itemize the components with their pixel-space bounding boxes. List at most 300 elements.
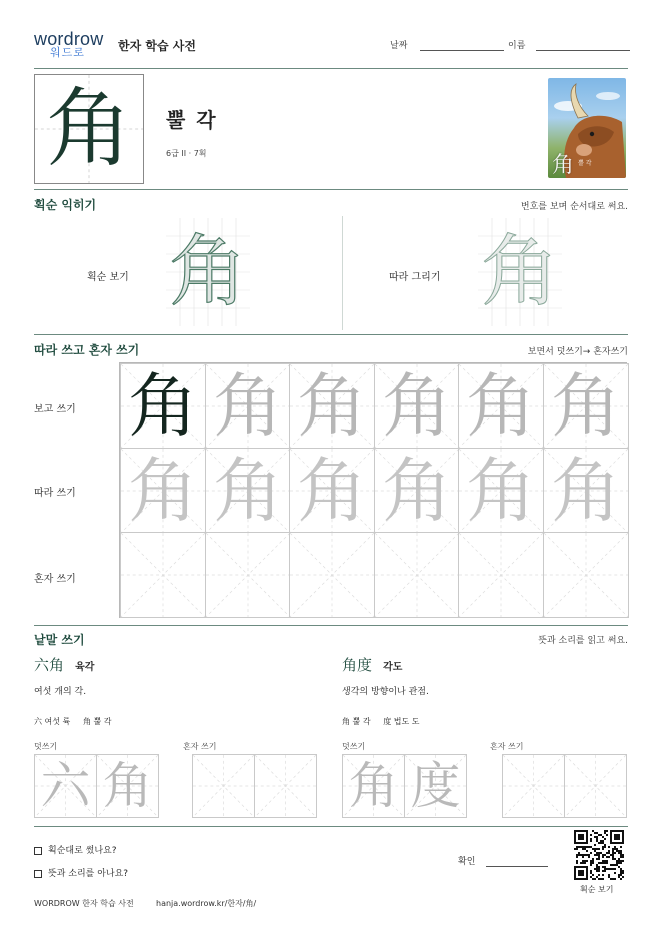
qr-module [596, 852, 598, 854]
qr-module [594, 878, 596, 880]
qr-module [604, 870, 606, 872]
qr-module [588, 856, 590, 858]
qr-module [622, 872, 624, 874]
qr-module [612, 864, 614, 866]
qr-module [614, 872, 616, 874]
qr-module [584, 848, 586, 850]
qr-module [588, 854, 590, 856]
qr-module [618, 858, 620, 860]
qr-module [586, 860, 588, 862]
qr-module [606, 834, 608, 836]
qr-module [602, 878, 604, 880]
logo [34, 30, 114, 64]
qr-module [612, 868, 614, 870]
qr-module [610, 878, 612, 880]
qr-module [600, 852, 602, 854]
word-1-hanja: 六角 [34, 656, 65, 674]
qr-module [614, 864, 616, 866]
qr-module [590, 870, 592, 872]
cell-character: 角 [466, 365, 536, 447]
cell-character: 角 [551, 450, 621, 532]
header-divider [34, 68, 628, 69]
qr-module [592, 848, 594, 850]
ox-caption-char: 角 [552, 153, 575, 178]
hero-character: 角 [46, 79, 132, 179]
qr-module [598, 854, 600, 856]
qr-module [612, 854, 614, 856]
qr-module [578, 854, 580, 856]
qr-module [620, 856, 622, 858]
checkbox-stroke-order[interactable] [34, 847, 42, 855]
qr-module [602, 860, 604, 862]
qr-module [608, 846, 610, 848]
qr-module [576, 862, 578, 864]
qr-module [602, 846, 604, 848]
cell-character: 角 [102, 757, 153, 815]
cell-guide-lines [544, 533, 628, 617]
qr-module [596, 866, 598, 868]
practice-cell-r1-c3[interactable] [289, 363, 375, 449]
qr-module [620, 850, 622, 852]
stroke-trace-character: 角 [480, 227, 559, 317]
confirm-field[interactable] [458, 854, 548, 867]
logo-wordmark: wordrow [34, 29, 104, 49]
check-item-stroke-order[interactable] [34, 843, 117, 856]
qr-module [586, 850, 588, 852]
practice-cell-r2-c5[interactable] [458, 448, 544, 534]
qr-module [614, 858, 616, 860]
qr-module [598, 858, 600, 860]
logo-korean: 워드로 [50, 46, 85, 59]
qr-module [598, 868, 600, 870]
practice-cell-r1-c5[interactable] [458, 363, 544, 449]
practice-cell-r3-c6[interactable] [543, 532, 629, 618]
ox-caption-word: 뿔 각 [578, 160, 592, 167]
qr-module [590, 838, 592, 840]
qr-module [588, 846, 590, 848]
qr-module [606, 868, 608, 870]
qr-module [582, 862, 584, 864]
qr-module [606, 830, 608, 832]
qr-module [598, 878, 600, 880]
qr-module [580, 854, 582, 856]
qr-module [602, 840, 604, 842]
check-meaning-label: 뜻과 소리를 아나요? [48, 869, 129, 879]
qr-module [602, 874, 604, 876]
qr-module [580, 846, 582, 848]
qr-module [606, 856, 608, 858]
cell-character: 角 [348, 757, 399, 815]
qr-module [594, 868, 596, 870]
qr-module [598, 834, 600, 836]
hero-meta: 6급 II · 7획 [166, 149, 207, 158]
word-2-trace-cell-1[interactable] [342, 754, 405, 818]
word-1-trace-cell-1[interactable] [34, 754, 97, 818]
qr-module [620, 872, 622, 874]
qr-module [574, 848, 576, 850]
qr-module [622, 860, 624, 862]
name-line[interactable] [536, 50, 630, 51]
qr-module [598, 866, 600, 868]
cell-guide-lines [290, 533, 374, 617]
qr-module [598, 848, 600, 850]
qr-module [604, 866, 606, 868]
date-field[interactable] [390, 38, 504, 51]
cell-character: 度 [410, 757, 461, 815]
qr-module [592, 874, 594, 876]
qr-module [576, 860, 578, 862]
qr-module [614, 846, 616, 848]
qr-module [600, 834, 602, 836]
qr-module [594, 832, 596, 834]
qr-module [598, 856, 600, 858]
cell-guide-lines [503, 755, 564, 817]
cell-character: 角 [297, 365, 367, 447]
qr-module [584, 854, 586, 856]
cell-character: 角 [213, 365, 283, 447]
practice-cell-r1-c2[interactable] [205, 363, 291, 449]
footer-url[interactable]: hanja.wordrow.kr/한자/角/ [156, 899, 257, 908]
qr-module [606, 860, 608, 862]
cell-character: 角 [128, 365, 198, 447]
qr-module [618, 866, 620, 868]
qr-module [594, 854, 596, 856]
qr-module [592, 830, 594, 832]
qr-module [600, 840, 602, 842]
qr-module [612, 852, 614, 854]
checkbox-meaning[interactable] [34, 870, 42, 878]
qr-module [610, 854, 612, 856]
word-2-trace-cell-2[interactable] [404, 754, 467, 818]
qr-module [584, 860, 586, 862]
qr-module [596, 864, 598, 866]
footer-brand: WORDROW 한자 학습 사전 [34, 899, 134, 908]
date-line[interactable] [420, 50, 504, 51]
cell-character: 角 [551, 365, 621, 447]
qr-module [622, 854, 624, 856]
word-2-solo-label: 혼자 쓰기 [490, 742, 524, 751]
qr-module [604, 846, 606, 848]
qr-module [596, 840, 598, 842]
practice-section-divider [34, 625, 628, 626]
qr-module [596, 858, 598, 860]
qr-module [600, 878, 602, 880]
practice-cell-r2-c6[interactable] [543, 448, 629, 534]
qr-module [620, 860, 622, 862]
practice-cell-r3-c2[interactable] [205, 532, 291, 618]
qr-module [602, 848, 604, 850]
word-1-solo-cell-1[interactable] [192, 754, 255, 818]
cell-guide-lines [206, 533, 290, 617]
qr-module [578, 846, 580, 848]
qr-module [604, 868, 606, 870]
qr-module [578, 870, 584, 876]
cell-character: 角 [128, 450, 198, 532]
qr-module [618, 876, 620, 878]
practice-cell-r1-c4[interactable] [374, 363, 460, 449]
cell-character: 六 [40, 757, 91, 815]
qr-module [590, 876, 592, 878]
qr-module [620, 846, 622, 848]
cell-character: 角 [213, 450, 283, 532]
practice-cell-r3-c3[interactable] [289, 532, 375, 618]
check-stroke-order-label: 획순대로 썼나요? [48, 846, 117, 856]
cell-character: 角 [466, 450, 536, 532]
qr-module [606, 862, 608, 864]
practice-cell-r3-c5[interactable] [458, 532, 544, 618]
qr-module [604, 838, 606, 840]
qr-module [590, 872, 592, 874]
qr-module [602, 836, 604, 838]
qr-module [620, 862, 622, 864]
qr-module [614, 852, 616, 854]
qr-module [596, 832, 598, 834]
word-1-heading [34, 654, 94, 675]
qr-module [602, 862, 604, 864]
qr-module [592, 878, 594, 880]
words-section-divider [34, 826, 628, 827]
qr-module [612, 848, 614, 850]
qr-module [592, 860, 594, 862]
qr-module [590, 864, 592, 866]
qr-module [604, 860, 606, 862]
qr-module [596, 838, 598, 840]
qr-module [602, 866, 604, 868]
name-label: 이름 [508, 41, 526, 51]
date-label: 날짜 [390, 41, 408, 51]
word-2-practice-boxes [342, 754, 632, 818]
confirm-line[interactable] [486, 866, 548, 867]
qr-module [582, 856, 584, 858]
qr-module [618, 862, 620, 864]
qr-module [596, 868, 598, 870]
ox-illustration [548, 78, 626, 178]
practice-cell-r2-c2[interactable] [205, 448, 291, 534]
stroke-trace-label: 따라 그리기 [389, 272, 441, 283]
word-2-solo-cell-1[interactable] [502, 754, 565, 818]
practice-cell-r3-c1[interactable] [120, 532, 206, 618]
qr-module [590, 860, 592, 862]
word-2-heading [342, 654, 402, 675]
hero-character-box [34, 74, 144, 184]
name-field[interactable] [508, 38, 630, 51]
qr-module [598, 870, 600, 872]
qr-module [602, 854, 604, 856]
qr-module [596, 854, 598, 856]
qr-module [590, 840, 592, 842]
qr-module [594, 848, 596, 850]
stroke-divider [342, 216, 343, 330]
qr-module [616, 862, 618, 864]
qr-module [576, 846, 578, 848]
qr-module [608, 874, 610, 876]
qr-module [618, 860, 620, 862]
qr-module [612, 878, 614, 880]
words-section-title: 낱말 쓰기 [34, 633, 85, 647]
qr-module [620, 874, 622, 876]
qr-module [606, 852, 608, 854]
stroke-view-label: 획순 보기 [87, 272, 129, 283]
word-2-hanja: 角度 [342, 656, 373, 674]
qr-module [578, 852, 580, 854]
qr-module [590, 846, 592, 848]
confirm-label: 확인 [458, 857, 476, 867]
qr-module [620, 878, 622, 880]
stroke-section-divider [34, 334, 628, 335]
cell-guide-lines [121, 533, 205, 617]
qr-module [612, 858, 614, 860]
cell-character: 角 [382, 365, 452, 447]
qr-module [616, 864, 618, 866]
qr-icon [574, 830, 624, 880]
practice-section-note: 보면서 덧쓰기→ 혼자쓰기 [527, 347, 628, 357]
cell-guide-lines [459, 533, 543, 617]
qr-module [608, 850, 610, 852]
word-1-solo-label: 혼자 쓰기 [183, 742, 217, 751]
qr-module [592, 858, 594, 860]
practice-cell-r2-c3[interactable] [289, 448, 375, 534]
word-1-definition: 여섯 개의 각. [34, 687, 87, 697]
qr-module [612, 850, 614, 852]
hero-divider [34, 189, 628, 190]
hero-meaning: 뿔 각 [166, 108, 218, 132]
qr-module [616, 860, 618, 862]
qr-module [600, 862, 602, 864]
practice-row-label-1: 보고 쓰기 [34, 404, 76, 415]
practice-cell-r3-c4[interactable] [374, 532, 460, 618]
qr-module [600, 842, 602, 844]
word-2-solo-cell-2[interactable] [564, 754, 627, 818]
qr-module [618, 850, 620, 852]
practice-grid [119, 362, 627, 618]
qr-module [602, 842, 604, 844]
qr-module [616, 850, 618, 852]
qr-code[interactable] [574, 830, 624, 880]
qr-module [598, 852, 600, 854]
qr-module [594, 844, 596, 846]
cell-guide-lines [193, 755, 254, 817]
qr-module [590, 852, 592, 854]
qr-module [602, 856, 604, 858]
qr-module [614, 868, 616, 870]
qr-module [598, 842, 600, 844]
qr-module [604, 844, 606, 846]
qr-module [586, 846, 588, 848]
cell-guide-lines [375, 533, 459, 617]
check-item-meaning[interactable] [34, 866, 128, 879]
qr-module [622, 856, 624, 858]
qr-module [608, 876, 610, 878]
stroke-trace-box[interactable] [478, 218, 562, 326]
stroke-section-note: 번호를 보며 순서대로 써요. [520, 202, 628, 212]
qr-module [590, 834, 592, 836]
qr-module [608, 868, 610, 870]
cell-guide-lines [565, 755, 626, 817]
qr-label: 획순 보기 [580, 885, 614, 894]
qr-module [604, 832, 606, 834]
word-2-reading: 각도 [383, 662, 403, 673]
practice-cell-r1-c6[interactable] [543, 363, 629, 449]
qr-module [584, 862, 586, 864]
qr-module [614, 848, 616, 850]
practice-cell-r2-c1[interactable] [120, 448, 206, 534]
qr-module [598, 862, 600, 864]
word-1-breakdown: 六 여섯 륙 角 뿔 각 [34, 717, 112, 726]
qr-module [604, 830, 606, 832]
qr-module [576, 856, 578, 858]
practice-row-label-3: 혼자 쓰기 [34, 574, 76, 585]
qr-module [610, 868, 612, 870]
qr-module [610, 864, 612, 866]
qr-module [582, 854, 584, 856]
word-1-solo-cell-2[interactable] [254, 754, 317, 818]
qr-module [596, 876, 598, 878]
word-1-reading: 육각 [75, 662, 95, 673]
qr-module [608, 856, 610, 858]
qr-module [604, 854, 606, 856]
word-2-breakdown: 角 뿔 각 度 법도 도 [342, 717, 420, 726]
header-title: 한자 학습 사전 [118, 39, 196, 53]
qr-module [586, 854, 588, 856]
qr-module [594, 850, 596, 852]
qr-module [614, 878, 616, 880]
qr-module [614, 834, 620, 840]
qr-module [618, 874, 620, 876]
qr-module [622, 870, 624, 872]
practice-cell-r1-c1[interactable] [120, 363, 206, 449]
word-1-trace-label: 덧쓰기 [34, 742, 58, 751]
cell-character: 角 [382, 450, 452, 532]
qr-module [590, 862, 592, 864]
qr-module [608, 852, 610, 854]
stroke-view-box [166, 218, 250, 326]
qr-module [592, 862, 594, 864]
qr-module [620, 868, 622, 870]
qr-module [576, 848, 578, 850]
qr-module [598, 874, 600, 876]
qr-module [594, 836, 596, 838]
qr-module [604, 862, 606, 864]
qr-module [620, 870, 622, 872]
qr-module [582, 846, 584, 848]
qr-module [582, 848, 584, 850]
qr-module [580, 862, 582, 864]
stroke-section-title: 획순 익히기 [34, 198, 97, 212]
word-1-practice-boxes [34, 754, 324, 818]
qr-module [616, 848, 618, 850]
qr-module [618, 852, 620, 854]
qr-module [622, 876, 624, 878]
qr-module [584, 846, 586, 848]
cell-guide-lines [255, 755, 316, 817]
qr-module [620, 854, 622, 856]
word-2-definition: 생각의 방향이나 관점. [342, 687, 429, 697]
qr-module [620, 852, 622, 854]
qr-module [576, 854, 578, 856]
word-1-trace-cell-2[interactable] [96, 754, 159, 818]
qr-module [578, 834, 584, 840]
qr-module [596, 870, 598, 872]
cell-character: 角 [297, 450, 367, 532]
words-section-note: 뜻과 소리를 읽고 써요. [538, 636, 628, 646]
qr-module [582, 860, 584, 862]
practice-row-label-2: 따라 쓰기 [34, 488, 76, 499]
word-2-trace-label: 덧쓰기 [342, 742, 366, 751]
qr-module [596, 836, 598, 838]
qr-module [602, 870, 604, 872]
stroke-view-character: 角 [168, 227, 247, 317]
practice-cell-r2-c4[interactable] [374, 448, 460, 534]
